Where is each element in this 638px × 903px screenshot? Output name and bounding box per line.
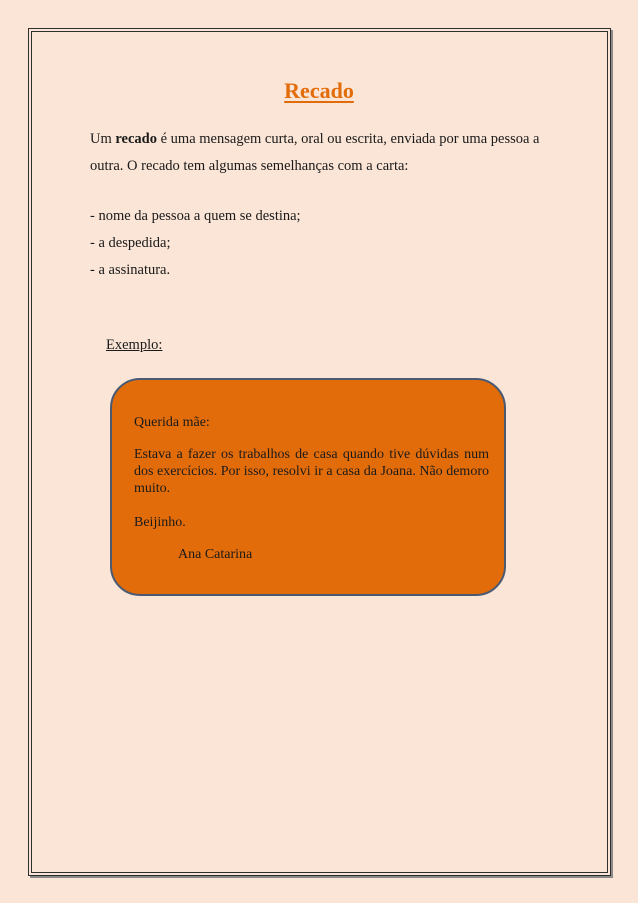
list-item: - a assinatura. (90, 262, 171, 278)
list-item: - nome da pessoa a quem se destina; (90, 208, 301, 224)
example-label: Exemplo: (106, 337, 163, 353)
note-body: Estava a fazer os trabalhos de casa quando tive dúvidas num dos exercícios. Por isso, resolvi ir a casa da Joana. Não demoro muito. (134, 447, 489, 496)
example-note-box (110, 378, 506, 596)
intro-prefix: Um (90, 131, 116, 147)
features-list (90, 203, 560, 284)
page-title: Recado (284, 78, 354, 103)
note-greeting: Querida mãe: (134, 415, 210, 430)
intro-suffix: é uma mensagem curta, oral ou escrita, enviada por uma pessoa a outra. O recado tem algumas semelhanças com a carta: (90, 131, 540, 174)
note-closing: Beijinho. (134, 515, 186, 530)
intro-paragraph (90, 126, 560, 180)
note-signature: Ana Catarina (178, 547, 253, 562)
list-item: - a despedida; (90, 235, 171, 251)
intro-bold-term: recado (115, 131, 157, 147)
